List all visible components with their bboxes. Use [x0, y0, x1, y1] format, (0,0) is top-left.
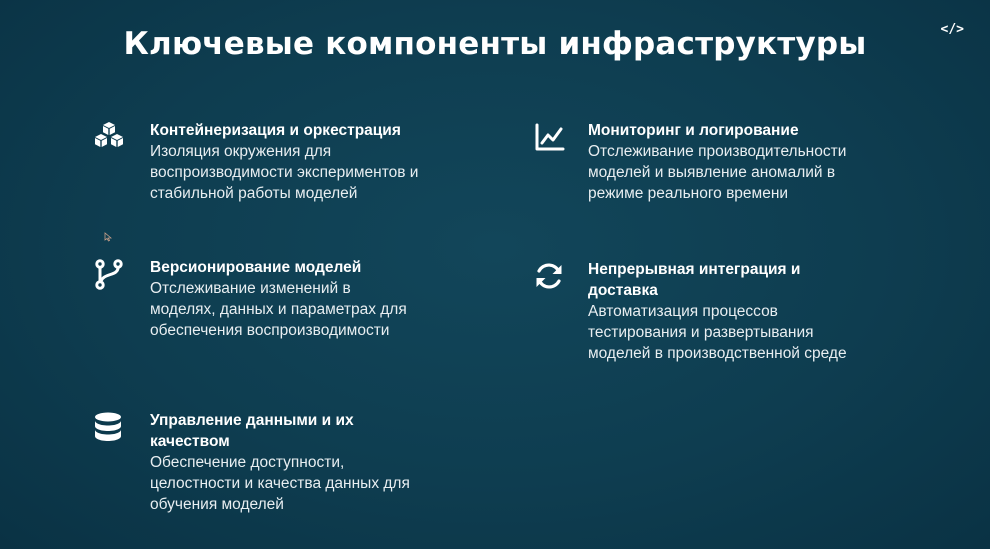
- component-description: Автоматизация процессов тестирования и развертывания моделей в производственной среде: [588, 303, 847, 362]
- database-icon: [92, 410, 126, 444]
- sync-icon: [532, 259, 566, 293]
- component-heading: Непрерывная интеграция и доставка: [588, 261, 801, 299]
- git-branch-icon: [92, 257, 126, 291]
- component-description: Отслеживание изменений в моделях, данных и параметрах для обеспечения воспроизводимости: [150, 280, 407, 339]
- mouse-cursor-icon: [104, 232, 112, 242]
- cubes-icon: [92, 120, 126, 154]
- component-description: Изоляция окружения для воспроизводимости экспериментов и стабильной работы моделей: [150, 143, 419, 202]
- component-heading: Мониторинг и логирование: [588, 122, 799, 139]
- component-description: Отслеживание производительности моделей и выявление аномалий в режиме реального времени: [588, 143, 847, 202]
- component-description: Обеспечение доступности, целостности и качества данных для обучения моделей: [150, 454, 410, 513]
- slide-title: Ключевые компоненты инфраструктуры: [123, 26, 867, 62]
- chart-line-icon: [532, 120, 566, 154]
- component-heading: Контейнеризация и оркестрация: [150, 122, 401, 139]
- component-heading: Управление данными и их качеством: [150, 412, 354, 450]
- component-heading: Версионирование моделей: [150, 259, 362, 276]
- code-icon[interactable]: </>: [940, 22, 964, 37]
